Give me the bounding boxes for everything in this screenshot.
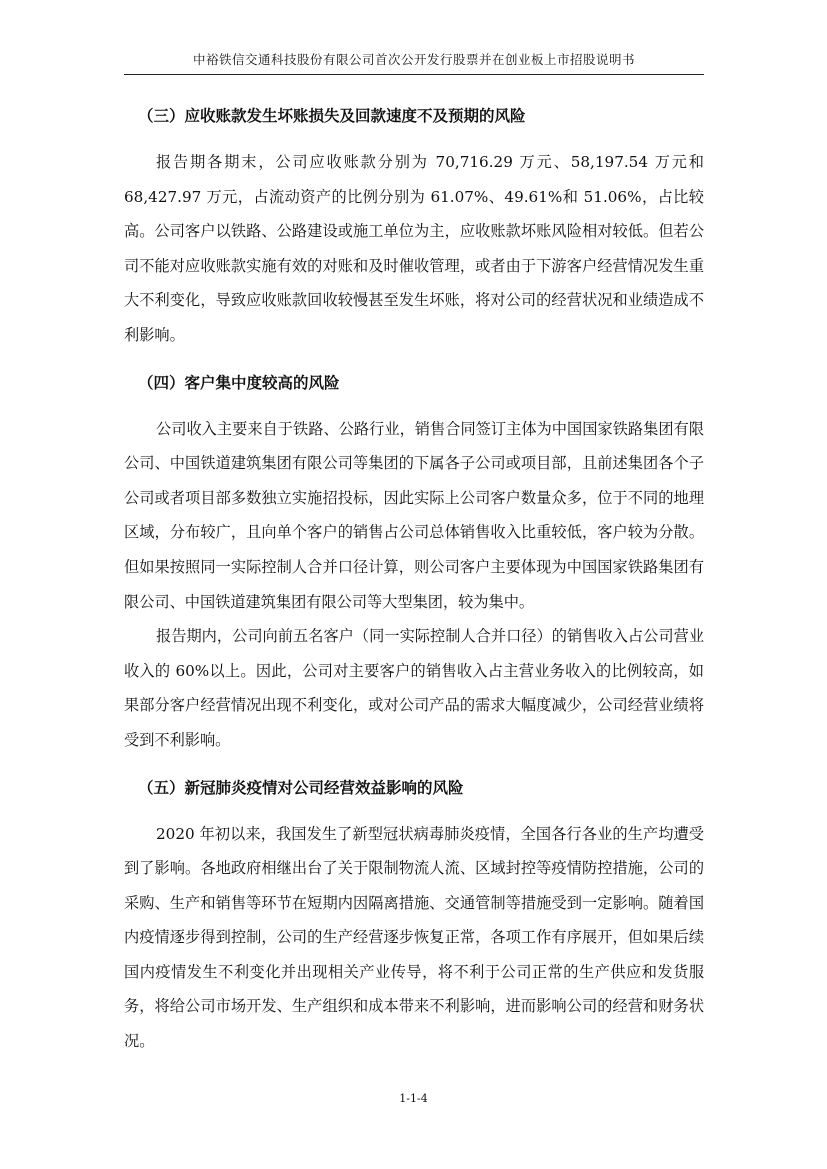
- header-rule: [124, 74, 704, 75]
- running-header: 中裕铁信交通科技股份有限公司首次公开发行股票并在创业板上市招股说明书: [192, 52, 635, 67]
- paragraph-top-five-customers: 报告期内，公司向前五名客户（同一实际控制人合并口径）的销售收入占公司营业收入的 60%以上。因此，公司对主要客户的销售收入占主营业务收入的比例较高，如果部分客户经营情况出现不利变化，或对公司产品的需求大幅度减少，公司经营业绩将受到不利影响。: [124, 627, 704, 749]
- section-heading-covid-risk: （五）新冠肺炎疫情对公司经营效益影响的风险: [138, 778, 464, 797]
- section-heading-receivables-risk: （三）应收账款发生坏账损失及回款速度不及预期的风险: [138, 107, 526, 125]
- page-number: 1-1-4: [399, 1092, 428, 1105]
- paragraph-customer-sources: 公司收入主要来自于铁路、公路行业，销售合同签订主体为中国国家铁路集团有限公司、中国铁道建筑集团有限公司等集团的下属各子公司或项目部，且前述集团各个子公司或者项目部多数独立实施招投标，因此实际上公司客户数量众多，位于不同的地理区域，分布较广，且向单个客户的销售占公司总体销售收入比重较低，客户较为分散。但如果按照同一实际控制人合并口径计算，则公司客户主要体现为中国国家铁路集团有限公司、中国铁道建筑集团有限公司等大型集团，较为集中。: [124, 419, 704, 611]
- paragraph-receivables: 报告期各期末，公司应收账款分别为 70,716.29 万元、58,197.54 万元和 68,427.97 万元，占流动资产的比例分别为 61.07%、49.61%和 51.06%，占比较高。公司客户以铁路、公路建设或施工单位为主，应收账款坏账风险相对较低。但若公司不能对应收账款实施有效的对账和及时催收管理，或者由于下游客户经营情况发生重大不利变化，导致应收账款回收较慢甚至发生坏账，将对公司的经营状况和业绩造成不利影响。: [124, 153, 704, 344]
- section-heading-customer-concentration-risk: （四）客户集中度较高的风险: [138, 373, 340, 392]
- paragraph-covid-impact: 2020 年初以来，我国发生了新型冠状病毒肺炎疫情，全国各行各业的生产均遭受到了影响。各地政府相继出台了关于限制物流人流、区域封控等疫情防控措施，公司的采购、生产和销售等环节在短期内因隔离措施、交通管制等措施受到一定影响。随着国内疫情逐步得到控制，公司的生产经营逐步恢复正常，各项工作有序展开，但如果后续国内疫情发生不利变化并出现相关产业传导，将不利于公司正常的生产供应和发货服务，将给公司市场开发、生产组织和成本带来不利影响，进而影响公司的经营和财务状况。: [124, 824, 704, 1051]
- document-body: [124, 101, 704, 1059]
